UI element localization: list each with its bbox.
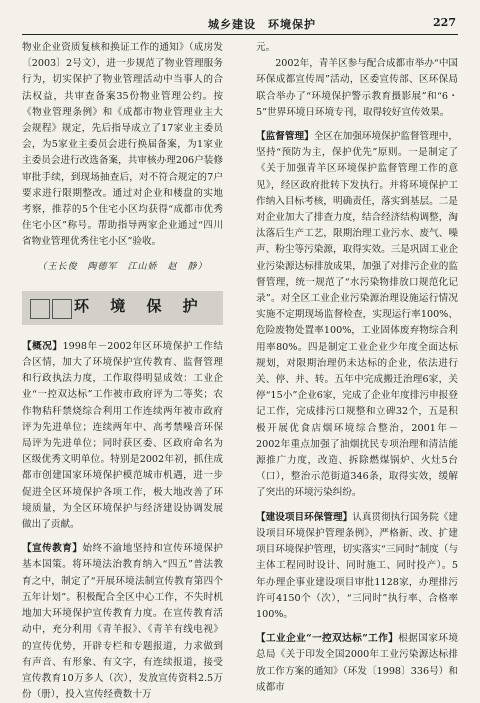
continuation-text: 元。 (256, 42, 276, 53)
education-paragraph (22, 541, 223, 703)
overview-keyword: 【概况】 (22, 340, 63, 352)
control-keyword: 【工业企业“一控双达标”工作】 (256, 633, 399, 645)
overview-text: 1998年－2002年区环境保护工作结合区情，加大了环境保护宣传教育、监督管理和行政执法力度，工作取得明显成效：工业企业“一控双达标”工作被市政府评为二等奖；农作物秸秆禁烧综合利用工作连续两年被市政府评为先进单位；连续两年中、高考禁噪音环保局评为先进单位；同时获区委、区政府命名为区级优秀文明单位。特别是2002年初，抓住成都市创建国家环境保护模范城市机遇，进一步促进全区环境保护各项工作，极大地改善了环境质量，为全区环境保护与经济建设协调发展做出了贡献。 (22, 340, 223, 531)
project-text: 认真贯彻执行国务院《建设项目环境保护管理条例》，严格新、改、扩建项目环境保护管理，切实落实“三同时”制度（与主体工程同时设计、同时施工、同时投产）。5年办理企事业建设项目审批1128家，办理排污许可4150个（次），“三同时”执行率、合格率100%。 (256, 511, 458, 620)
section-title: 环 境 保 护 (74, 296, 206, 315)
supervision-paragraph (256, 129, 458, 502)
project-paragraph (256, 510, 458, 623)
project-keyword: 【建设项目环保管理】 (256, 511, 353, 523)
section-banner (22, 291, 223, 325)
education-keyword: 【宣传教育】 (22, 543, 83, 555)
publicity-week-paragraph: 2002年，青羊区参与配合成都市举办“中国环保成都宣传周”活动，区委宣传部、区环保局联合举办了“环境保护警示教育摄影展”和“6・5”世界环境日环境专刊，取得较好宣传效果。 (256, 58, 459, 118)
supervision-keyword: 【监督管理】 (256, 131, 314, 143)
control-paragraph (256, 631, 458, 696)
supervision-text: 全区在加强环境保护监督管理中，坚持“预防为主，保护优先”原则。一是制定了《关于加强青羊区环境保护监督管理工作的意见》，经区政府批转下发执行。并将环境保护工作纳入目标考核，明确责任，落实到基层。二是对企业加大了排查力度，结合经济结构调整，淘汰落后生产工艺，限期治理工业污水、废气、噪声、粉尘等污染源，取得实效。三是巩固工业企业污染源达标排放成果，加强了对排污企业的监督管理，统一规范了“水污染物排放口规范化记录”。对全区工业企业污染源治理设施运行情况实施不定期现场监督检查，实现运行率100%、危险废物处置率100%，工业固体废弃物综合利用率80%。四是制定工业企业少年度全面达标规划，对限期治理仍未达标的企业，依法进行关、停、并、转。五年中完成搬迁治理6家，关停“15小”企业6家，完成了企业年度排污申报登记工作，完成排污口规整和立碑32个，五是积极开展优食店烟环境综合整治，2001年－2002年重点加强了油烟扰民专项治理和清洁能源推广力度，改造、拆除燃煤锅炉、火灶5台（口），整治示范街道346条，取得实效，缓解了突出的环境污染纠纷。 (256, 131, 459, 499)
banner-ornament (30, 299, 50, 319)
author-signature: （王长俊 陶德军 江山娇 赵 静） (37, 261, 208, 272)
page-header (22, 10, 458, 32)
right-column (256, 40, 458, 696)
banner-ornament (52, 299, 72, 319)
property-management-paragraph: 物业企业资质复核和换证工作的通知》（成房发〔2003〕2号文），进一步规范了物业管理服务行为，切实保护了物业管理活动中当事人的合法权益，共审查备案35份物业管理公约。按《物业管理条例》和《成都市物业管理业主大会规程》规定，先后指导成立了17家业主委员会，为5家业主委员会进行换届备案，为1家业主委员会进行改选备案，共审核办理206户装修审批手续，到现场抽查后，对不符合规定的7户要求进行限期整改。通过对企业和楼盘的实地考察，推荐的5个住宅小区均获得“成都市优秀住宅小区”称号。帮助指导两家企业通过“四川省物业管理优秀住宅小区”验收。 (22, 42, 223, 248)
page-number: 227 (433, 16, 456, 29)
header-rule (22, 34, 458, 35)
overview-paragraph (22, 339, 223, 533)
running-title: 城乡建设 环境保护 (208, 18, 316, 31)
left-column (22, 40, 223, 703)
education-text: 始终不渝地坚持和宣传环境保护基本国策。将环境法治教育纳入“四五”普法教育之中，制定了“开展环境法制宣传教育第四个五年计划”。积极配合全区中心工作，不失时机地加大环境保护宣传教育力度。在宣传教育活动中，充分利用《青羊报》、《青羊有线电视》的宣传优势，开辟专栏和专题报道，力求做到有声音、有形象、有文字，有连续报道，接受宣传教育10万多人（次），发放宣传资料2.5万份（册），投入宣传经费数十万 (22, 543, 224, 701)
control-text: 根据国家环境总局《关于印发全国2000年工业污染源达标排放工作方案的通知》（环发〔1998〕336号）和成都市 (256, 633, 458, 693)
